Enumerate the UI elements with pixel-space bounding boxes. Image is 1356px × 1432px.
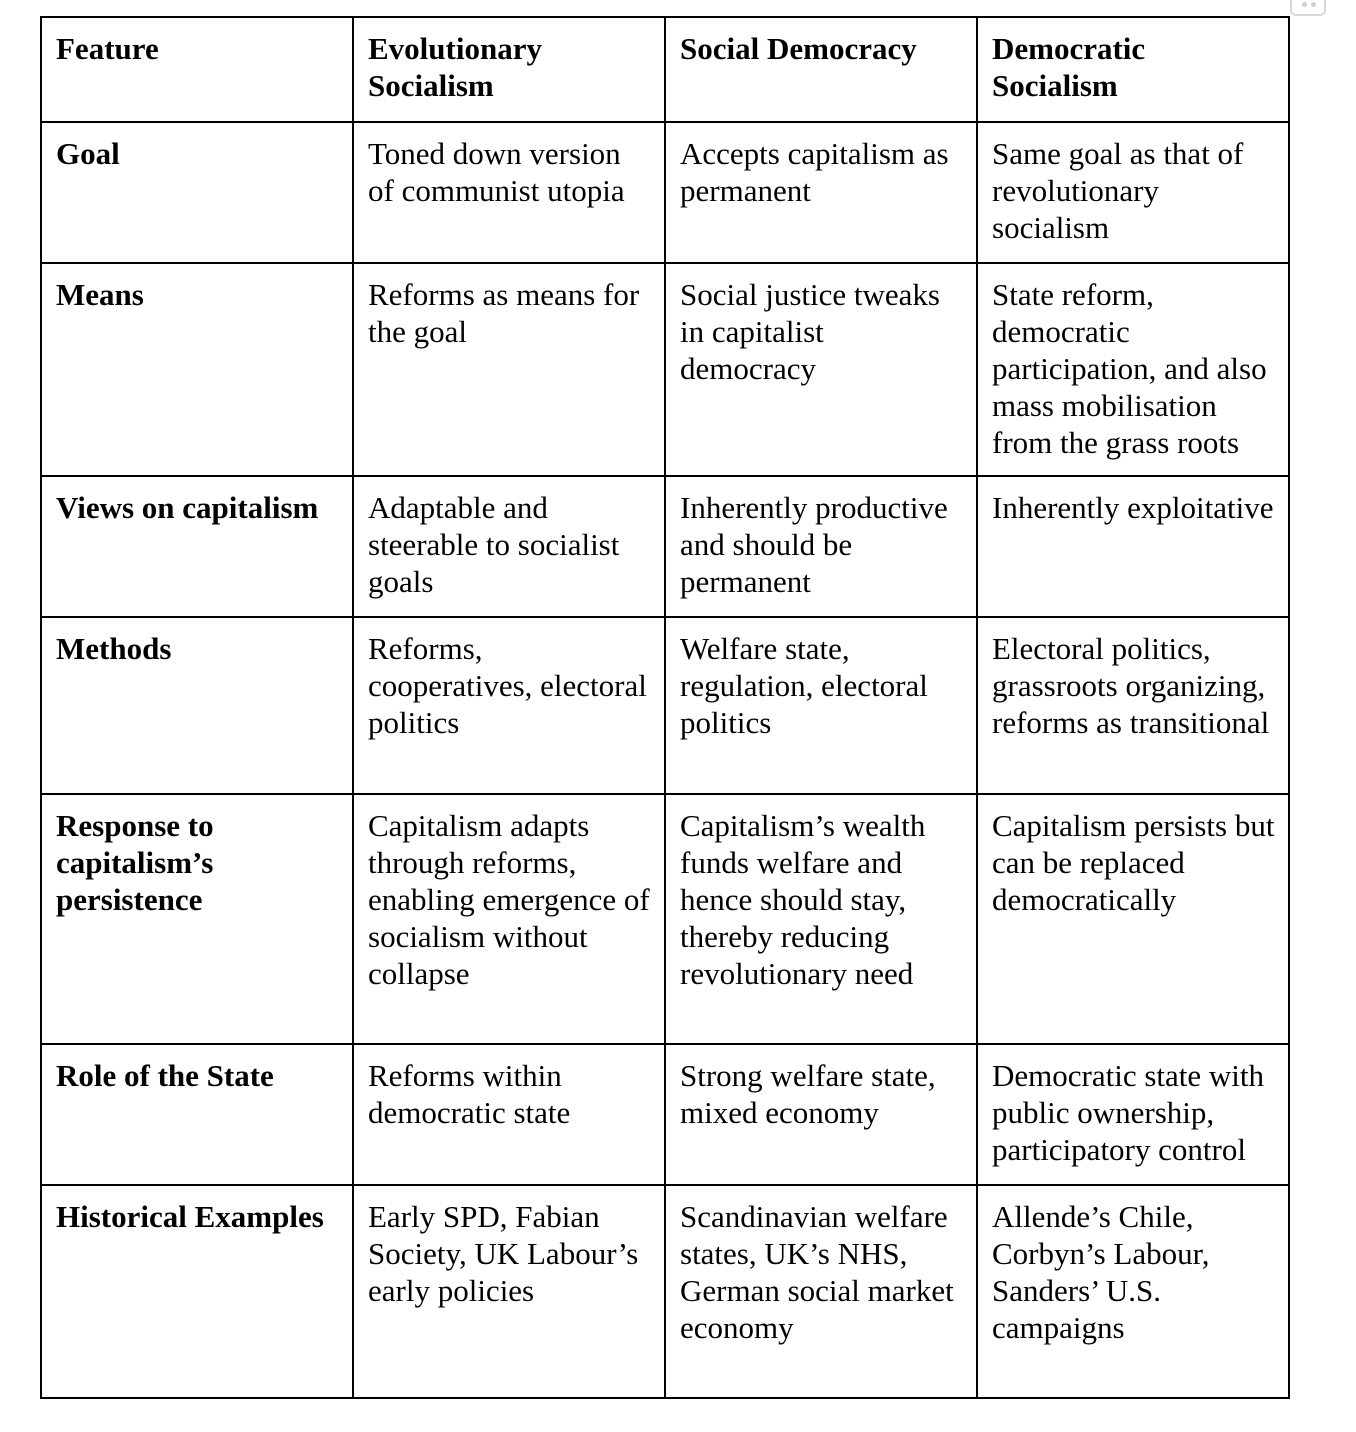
header-evolutionary-socialism: Evolutionary Socialism [353,17,665,122]
democratic-socialism-cell: Inherently exploitative [977,476,1289,617]
social-democracy-cell: Welfare state, regulation, electoral politics [665,617,977,794]
democratic-socialism-cell: Democratic state with public ownership, participatory control [977,1044,1289,1185]
social-democracy-cell: Scandinavian welfare states, UK’s NHS, German social market economy [665,1185,977,1398]
social-democracy-cell: Social justice tweaks in capitalist democracy [665,263,977,476]
evolutionary-cell: Adaptable and steerable to socialist goals [353,476,665,617]
table-header-row [41,17,1289,122]
democratic-socialism-cell: Electoral politics, grassroots organizing, reforms as transitional [977,617,1289,794]
row-feature-cell: Response to capitalism’s persistence [41,794,353,1044]
row-feature-cell: Means [41,263,353,476]
row-feature-cell: Views on capitalism [41,476,353,617]
comparison-table [40,16,1290,1399]
evolutionary-cell: Reforms within democratic state [353,1044,665,1185]
handle-dot-icon [1302,2,1307,7]
table-row [41,263,1289,476]
table-row [41,1044,1289,1185]
democratic-socialism-cell: Same goal as that of revolutionary socialism [977,122,1289,263]
row-feature-cell: Role of the State [41,1044,353,1185]
header-social-democracy: Social Democracy [665,17,977,122]
table-row [41,1185,1289,1398]
social-democracy-cell: Accepts capitalism as permanent [665,122,977,263]
evolutionary-cell: Toned down version of communist utopia [353,122,665,263]
table-row [41,617,1289,794]
header-feature: Feature [41,17,353,122]
table-row [41,476,1289,617]
row-feature-cell: Historical Examples [41,1185,353,1398]
social-democracy-cell: Inherently productive and should be permanent [665,476,977,617]
evolutionary-cell: Reforms as means for the goal [353,263,665,476]
evolutionary-cell: Early SPD, Fabian Society, UK Labour’s early policies [353,1185,665,1398]
header-democratic-socialism: Democratic Socialism [977,17,1289,122]
democratic-socialism-cell: Capitalism persists but can be replaced democratically [977,794,1289,1044]
evolutionary-cell: Reforms, cooperatives, electoral politics [353,617,665,794]
handle-dot-icon [1311,2,1316,7]
democratic-socialism-cell: Allende’s Chile, Corbyn’s Labour, Sanders’ U.S. campaigns [977,1185,1289,1398]
democratic-socialism-cell: State reform, democratic participation, and also mass mobilisation from the grass roots [977,263,1289,476]
table-row [41,122,1289,263]
row-feature-cell: Methods [41,617,353,794]
evolutionary-cell: Capitalism adapts through reforms, enabling emergence of socialism without collapse [353,794,665,1044]
social-democracy-cell: Strong welfare state, mixed economy [665,1044,977,1185]
corner-resize-handle[interactable] [1290,0,1326,16]
row-feature-cell: Goal [41,122,353,263]
table-row [41,794,1289,1044]
social-democracy-cell: Capitalism’s wealth funds welfare and hence should stay, thereby reducing revolutionary need [665,794,977,1044]
